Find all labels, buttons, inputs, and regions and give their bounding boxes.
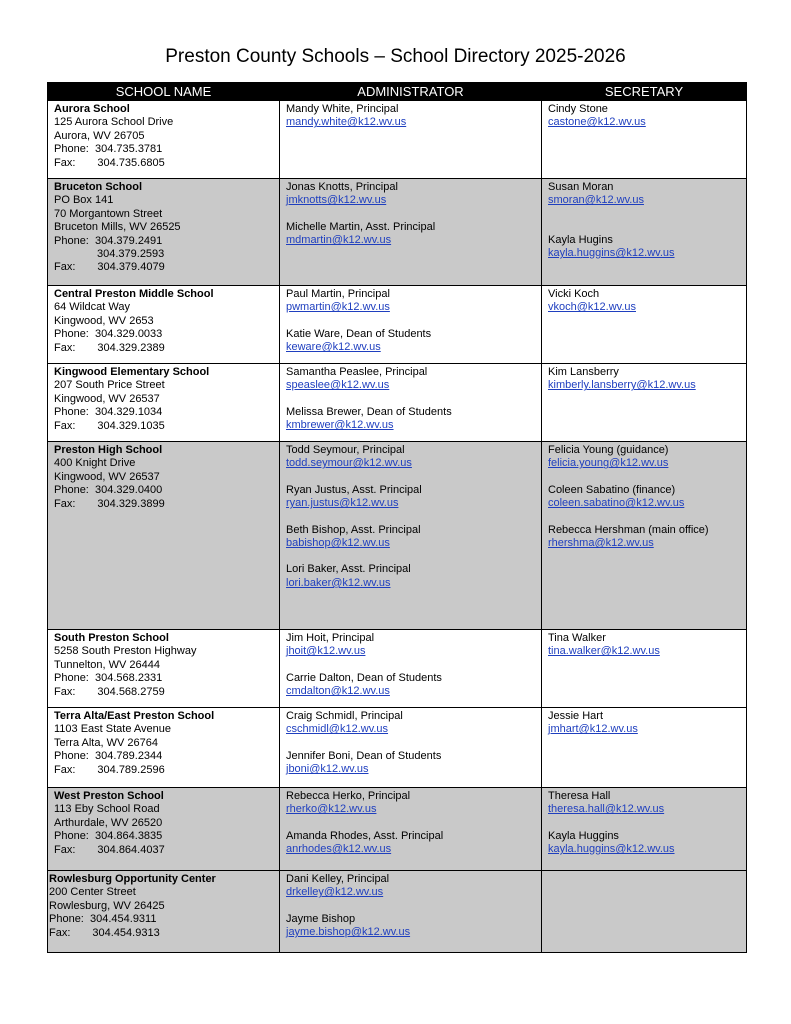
school-cell [48,442,280,630]
secretary-title: Felicia Young (guidance) [548,444,669,456]
admin-title: Mandy White, Principal [286,103,399,115]
address-line: 5258 South Preston Highway [54,645,197,658]
admin-title: Rebecca Herko, Principal [286,790,411,802]
administrator-cell [280,708,542,788]
administrator-cell [280,179,542,286]
admin-email-link[interactable]: jhoit@k12.wv.us [286,645,366,658]
admin-email-link[interactable]: rherko@k12.wv.us [286,803,377,816]
fax-line: Fax: 304.789.2596 [54,763,165,776]
fax-line: Fax: 304.329.1035 [54,419,165,432]
address-line: 207 South Price Street [54,379,165,392]
administrator-cell [280,101,542,179]
fax-line: Fax: 304.735.6805 [54,156,165,169]
school-cell [48,788,280,871]
fax-line: Fax: 304.329.3899 [54,497,165,510]
admin-title: Carrie Dalton, Dean of Students [286,671,442,684]
admin-title: Beth Bishop, Asst. Principal [286,523,421,536]
school-cell [48,101,280,179]
administrator-cell [280,788,542,871]
secretary-title: Jessie Hart [548,710,604,722]
address-line: 64 Wildcat Way [54,301,131,314]
phone-line: Phone: 304.329.0400 [54,484,163,497]
secretary-email-link[interactable]: rhershma@k12.wv.us [548,537,654,550]
secretary-title: Theresa Hall [548,790,611,802]
admin-email-link[interactable]: todd.seymour@k12.wv.us [286,457,412,470]
admin-email-link[interactable]: cmdalton@k12.wv.us [286,685,390,698]
admin-title: Paul Martin, Principal [286,288,390,300]
secretary-cell [542,788,747,871]
school-cell [48,630,280,708]
school-name: South Preston School [54,632,169,644]
admin-email-link[interactable]: jboni@k12.wv.us [286,763,369,776]
address-line: 1103 East State Avenue [54,723,172,736]
admin-title: Ryan Justus, Asst. Principal [286,483,422,496]
address-line: 125 Aurora School Drive [54,116,174,129]
admin-title: Jim Hoit, Principal [286,632,375,644]
address-line: Kingwood, WV 2653 [54,314,154,327]
admin-email-link[interactable]: speaslee@k12.wv.us [286,379,390,392]
secretary-email-link[interactable]: kayla.huggins@k12.wv.us [548,843,675,856]
admin-title: Samantha Peaslee, Principal [286,366,428,378]
secretary-cell [542,364,747,442]
admin-email-link[interactable]: mdmartin@k12.wv.us [286,234,392,247]
administrator-cell [280,630,542,708]
table-row [48,179,747,286]
table-row [48,871,747,953]
table-row [48,788,747,871]
admin-title: Todd Seymour, Principal [286,444,405,456]
phone-line: Phone: 304.735.3781 [54,143,163,156]
admin-title: Amanda Rhodes, Asst. Principal [286,829,444,842]
address-line: Bruceton Mills, WV 26525 [54,221,181,234]
address-line: 70 Morgantown Street [54,207,163,220]
school-name: Bruceton School [54,181,143,193]
phone-line: Phone: 304.864.3835 [54,830,163,843]
school-name: Rowlesburg Opportunity Center [49,873,216,885]
fax-line: Fax: 304.568.2759 [54,685,165,698]
secretary-title: Coleen Sabatino (finance) [548,483,676,496]
phone-line: Phone: 304.329.0033 [54,328,163,341]
admin-email-link[interactable]: mandy.white@k12.wv.us [286,116,407,129]
address-line: Terra Alta, WV 26764 [54,736,158,749]
table-row [48,101,747,179]
secretary-cell [542,286,747,364]
table-row [48,364,747,442]
secretary-title: Kayla Huggins [548,829,619,842]
school-name: Preston High School [54,444,163,456]
secretary-cell [542,708,747,788]
school-cell [48,179,280,286]
admin-email-link[interactable]: jayme.bishop@k12.wv.us [286,926,411,939]
admin-email-link[interactable]: ryan.justus@k12.wv.us [286,497,399,510]
admin-email-link[interactable]: cschmidl@k12.wv.us [286,723,389,736]
admin-title: Melissa Brewer, Dean of Students [286,405,452,418]
admin-email-link[interactable]: anrhodes@k12.wv.us [286,843,392,856]
column-header-school-name: SCHOOL NAME [48,83,280,101]
school-cell [48,364,280,442]
secretary-email-link[interactable]: kimberly.lansberry@k12.wv.us [548,379,696,392]
admin-email-link[interactable]: jmknotts@k12.wv.us [286,194,387,207]
secretary-email-link[interactable]: felicia.young@k12.wv.us [548,457,669,470]
school-name: Terra Alta/East Preston School [54,710,215,722]
admin-title: Jonas Knotts, Principal [286,181,398,193]
admin-title: Michelle Martin, Asst. Principal [286,220,436,233]
admin-title: Lori Baker, Asst. Principal [286,563,411,576]
secretary-title: Rebecca Hershman (main office) [548,523,709,536]
secretary-title: Kim Lansberry [548,366,619,378]
column-header-administrator: ADMINISTRATOR [280,83,542,101]
secretary-title: Susan Moran [548,181,614,193]
administrator-cell [280,286,542,364]
secretary-title: Kayla Hugins [548,233,613,246]
address-line: Arthurdale, WV 26520 [54,816,163,829]
fax-line: Fax: 304.329.2389 [54,341,165,354]
fax-line: Fax: 304.379.4079 [54,261,165,274]
secretary-email-link[interactable]: castone@k12.wv.us [548,116,646,129]
table-header-row [48,83,747,101]
admin-title: Dani Kelley, Principal [286,873,390,885]
phone-line: Phone: 304.379.2491 [54,234,163,247]
secretary-email-link[interactable]: smoran@k12.wv.us [548,194,644,207]
admin-title: Jennifer Boni, Dean of Students [286,749,442,762]
secretary-cell [542,442,747,630]
page-title: Preston County Schools – School Directory 2025-2026 [165,46,626,67]
fax-line: Fax: 304.454.9313 [49,926,160,939]
admin-title: Jayme Bishop [286,912,356,925]
admin-email-link[interactable]: lori.baker@k12.wv.us [286,576,391,589]
address-line: PO Box 141 [54,194,114,207]
secretary-email-link[interactable]: tina.walker@k12.wv.us [548,645,660,658]
table-row [48,286,747,364]
address-line: 400 Knight Drive [54,457,136,470]
school-name: Kingwood Elementary School [54,366,210,378]
phone-line-2: 304.379.2593 [97,248,165,261]
address-line: Aurora, WV 26705 [54,129,145,142]
phone-line: Phone: 304.789.2344 [54,750,163,763]
administrator-cell [280,871,542,953]
school-cell [48,871,280,953]
school-name: Central Preston Middle School [54,288,214,300]
admin-email-link[interactable]: pwmartin@k12.wv.us [286,301,390,314]
admin-title: Craig Schmidl, Principal [286,710,403,722]
secretary-cell [542,101,747,179]
address-line: Kingwood, WV 26537 [54,392,160,405]
administrator-cell [280,442,542,630]
secretary-cell [542,179,747,286]
secretary-title: Vicki Koch [548,288,600,300]
school-name: Aurora School [54,103,130,115]
table-row [48,630,747,708]
secretary-title: Tina Walker [548,632,606,644]
address-line: 113 Eby School Road [54,803,160,816]
admin-email-link[interactable]: kmbrewer@k12.wv.us [286,419,394,432]
fax-line: Fax: 304.864.4037 [54,843,165,856]
secretary-cell [542,871,747,953]
address-line: Kingwood, WV 26537 [54,470,160,483]
secretary-email-link[interactable]: theresa.hall@k12.wv.us [548,803,665,816]
school-directory-table [47,82,747,953]
secretary-title: Cindy Stone [548,103,608,115]
table-row [48,442,747,630]
phone-line: Phone: 304.454.9311 [49,913,157,926]
secretary-email-link[interactable]: vkoch@k12.wv.us [548,301,636,314]
address-line: Rowlesburg, WV 26425 [49,899,165,912]
secretary-email-link[interactable]: kayla.huggins@k12.wv.us [548,247,675,260]
column-header-secretary: SECRETARY [542,83,747,101]
phone-line: Phone: 304.329.1034 [54,406,163,419]
admin-email-link[interactable]: keware@k12.wv.us [286,341,381,354]
address-line: 200 Center Street [49,886,136,899]
admin-email-link[interactable]: drkelley@k12.wv.us [286,886,384,899]
school-cell [48,708,280,788]
secretary-email-link[interactable]: jmhart@k12.wv.us [548,723,638,736]
administrator-cell [280,364,542,442]
secretary-email-link[interactable]: coleen.sabatino@k12.wv.us [548,497,685,510]
admin-title: Katie Ware, Dean of Students [286,327,432,340]
table-row [48,708,747,788]
school-name: West Preston School [54,790,164,802]
school-cell [48,286,280,364]
address-line: Tunnelton, WV 26444 [54,658,160,671]
phone-line: Phone: 304.568.2331 [54,672,163,685]
admin-email-link[interactable]: babishop@k12.wv.us [286,537,390,550]
secretary-cell [542,630,747,708]
